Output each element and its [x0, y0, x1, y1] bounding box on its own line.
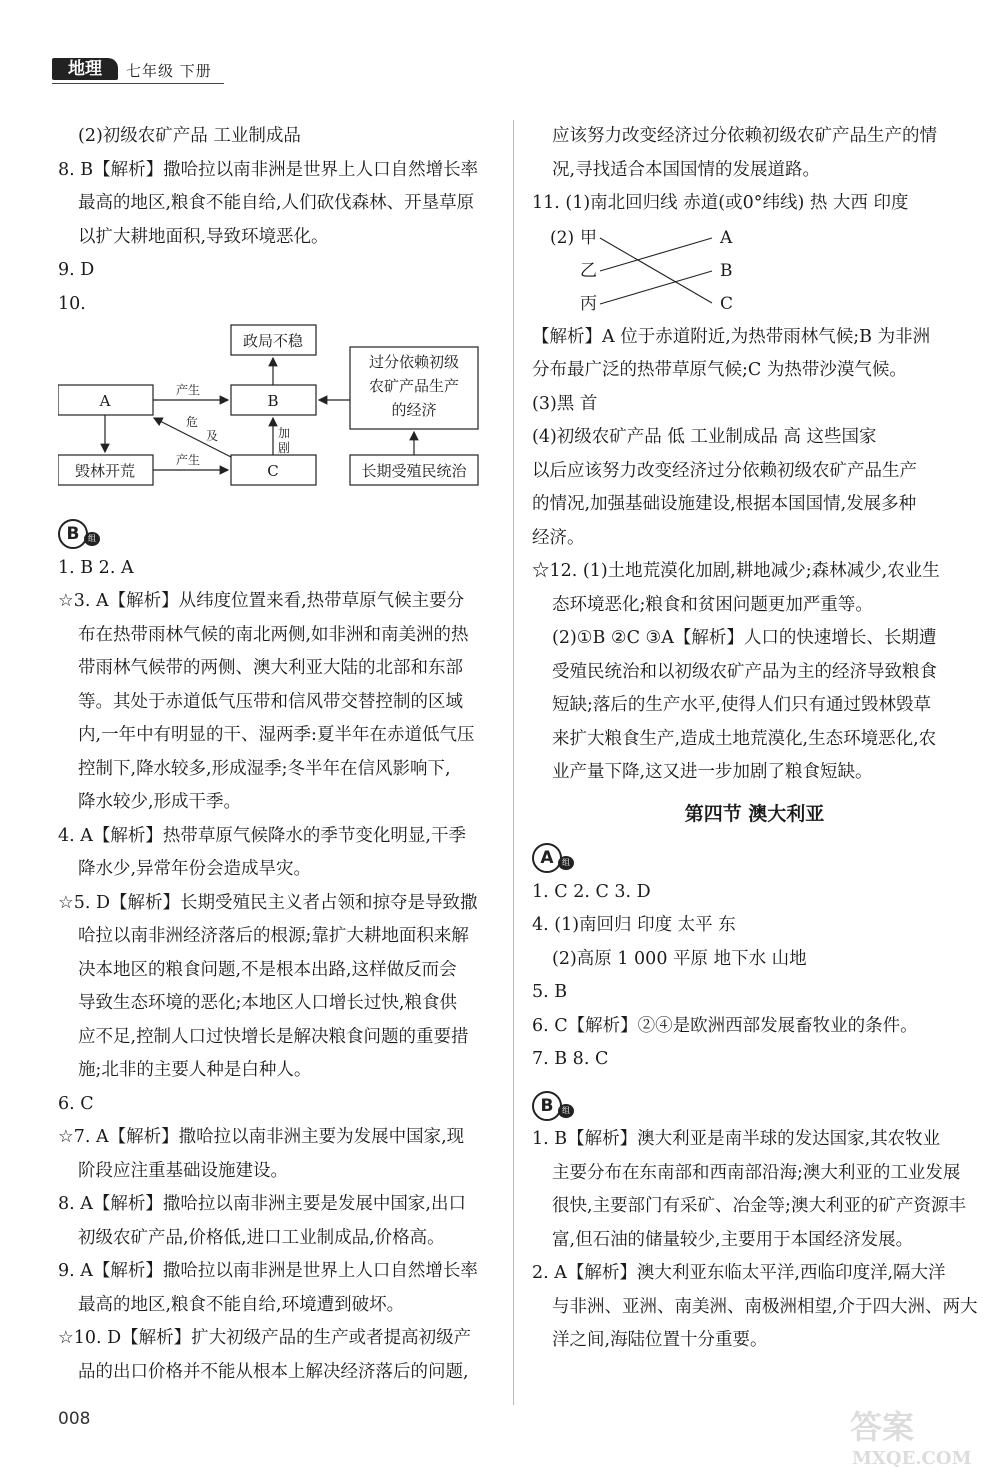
- match-prefix: (2): [550, 227, 575, 248]
- answer-line: (3)黑 首: [532, 393, 598, 414]
- match-line-jia-c: [600, 238, 712, 303]
- answer-line: 11. (1)南北回归线 赤道(或0°纬线) 热 大西 印度: [532, 193, 909, 213]
- match-right-1: A: [720, 227, 733, 248]
- answer-line: 决本地区的粮食问题,不是根本出路,这样做反而会: [78, 959, 457, 980]
- answer-line: 9. A【解析】撒哈拉以南非洲是世界上人口自然增长率: [58, 1261, 478, 1281]
- label-c: C: [267, 462, 279, 480]
- answer-line: (2)初级农矿产品 工业制成品: [78, 126, 301, 146]
- answer-line: 4. (1)南回归 印度 太平 东: [532, 915, 736, 935]
- label-deforestation: 毁林开荒: [74, 462, 136, 480]
- answer-line: 6. C【解析】②④是欧洲西部发展畜牧业的条件。: [532, 1015, 918, 1036]
- answer-line: ☆3. A【解析】从纬度位置来看,热带草原气候主要分: [58, 591, 465, 611]
- answer-line: 应不足,控制人口过快增长是解决粮食问题的重要措: [78, 1026, 469, 1047]
- arrow-label-produce-2: 产生: [175, 453, 201, 467]
- label-dependence-1: 过分依赖初级: [368, 353, 460, 371]
- answer-line: 短缺;落后的生产水平,使得人们只有通过毁林毁草: [552, 695, 931, 715]
- answer-line: 洋之间,海陆位置十分重要。: [552, 1330, 768, 1350]
- answer-line: 带雨林气候带的两侧、澳大利亚大陆的北部和东部: [78, 658, 463, 678]
- answer-line: 经济。: [532, 527, 585, 548]
- arrow-label-endanger-2: 及: [205, 429, 219, 443]
- watermark-logo: [840, 1400, 990, 1470]
- answer-line: 的情况,加强基础设施建设,根据本国国情,发展多种: [532, 494, 917, 514]
- arrow-label-produce-1: 产生: [175, 383, 201, 397]
- label-colonial-rule: 长期受殖民统治: [361, 462, 467, 480]
- answer-line: (2)①B ②C ③A【解析】人口的快速增长、长期遭: [552, 628, 937, 648]
- label-dependence-2: 农矿产品生产: [368, 377, 460, 395]
- answer-line: 1. B【解析】澳大利亚是南半球的发达国家,其农牧业: [532, 1129, 941, 1149]
- group-a-badge: A 组: [532, 843, 562, 873]
- answer-line: ☆12. (1)土地荒漠化加剧,耕地减少;森林减少,农业生: [532, 561, 940, 581]
- label-b: B: [267, 392, 279, 410]
- answer-line: 1. C 2. C 3. D: [532, 881, 651, 902]
- arrow-label-endanger-1: 危: [185, 415, 199, 429]
- match-line-yi-a: [600, 238, 712, 271]
- answer-line: (4)初级农矿产品 低 工业制成品 高 这些国家: [532, 427, 877, 447]
- answer-line: 分布最广泛的热带草原气候;C 为热带沙漠气候。: [532, 360, 907, 380]
- answer-line: 受殖民统治和以初级农矿产品为主的经济导致粮食: [552, 661, 937, 682]
- group-b-badge: B 组: [58, 519, 88, 549]
- label-a: A: [99, 392, 111, 410]
- page-number: 008: [58, 1409, 91, 1429]
- answer-line: ☆7. A【解析】撒哈拉以南非洲主要为发展中国家,现: [58, 1127, 465, 1147]
- answer-line: 品的出口价格并不能从根本上解决经济落后的问题,: [78, 1361, 469, 1382]
- answer-line: 9. D: [58, 260, 95, 280]
- answer-line: 来扩大粮食生产,造成土地荒漠化,生态环境恶化,农: [552, 728, 937, 749]
- answer-line: 最高的地区,粮食不能自给,环境遭到破坏。: [78, 1294, 405, 1315]
- answer-line: 阶段应注重基础设施建设。: [78, 1160, 288, 1181]
- answer-line: 态环境恶化;粮食和贫困问题更加严重等。: [552, 594, 873, 615]
- answer-line: 富,但石油的储量较少,主要用于本国经济发展。: [552, 1229, 914, 1250]
- answer-line: 控制下,降水较多,形成湿季;冬半年在信风影响下,: [78, 758, 451, 779]
- answer-line: 以后应该努力改变经济过分依赖初级农矿产品生产: [532, 460, 917, 481]
- match-left-2: 乙: [580, 260, 597, 281]
- answer-line: 应该努力改变经济过分依赖初级农矿产品生产的情: [552, 126, 937, 146]
- section-title: 第四节 澳大利亚: [684, 802, 825, 825]
- match-left-1: 甲: [580, 227, 597, 248]
- matching-diagram: [532, 221, 977, 321]
- group-b-badge: B 组: [532, 1091, 562, 1121]
- header-rule: [52, 83, 224, 84]
- answer-line: 2. A【解析】澳大利亚东临太平洋,西临印度洋,隔大洋: [532, 1263, 946, 1283]
- watermark-top: 答案: [850, 1408, 915, 1446]
- label-dependence-3: 的经济: [391, 401, 437, 419]
- subject-label: 地理: [52, 58, 118, 80]
- grade-label: 七年级 下册: [126, 62, 212, 80]
- answer-line: 降水较少,形成干季。: [78, 792, 242, 812]
- answer-line: 8. A【解析】撒哈拉以南非洲主要是发展中国家,出口: [58, 1194, 466, 1214]
- answer-line: 况,寻找适合本国国情的发展道路。: [552, 159, 821, 180]
- label-political-instability: 政局不稳: [242, 332, 304, 350]
- match-line-bing-b: [600, 271, 712, 304]
- watermark-bottom: MXQE.COM: [852, 1448, 972, 1469]
- answer-line: 哈拉以南非洲经济落后的根源;靠扩大耕地面积来解: [78, 926, 469, 946]
- answer-line: 主要分布在东南部和西南部沿海;澳大利亚的工业发展: [552, 1162, 961, 1183]
- answer-line: 最高的地区,粮食不能自给,人们砍伐森林、开垦草原: [78, 193, 475, 213]
- answer-line: 8. B【解析】撒哈拉以南非洲是世界上人口自然增长率: [58, 159, 479, 180]
- answer-line: (2)高原 1 000 平原 地下水 山地: [552, 948, 807, 969]
- answer-line: 7. B 8. C: [532, 1049, 609, 1069]
- answer-line: 施;北非的主要人种是白种人。: [78, 1060, 312, 1080]
- arrow-label-intensify-1: 加: [277, 426, 291, 440]
- answer-line: 以扩大耕地面积,导致环境恶化。: [78, 226, 329, 247]
- answer-line: 4. A【解析】热带草原气候降水的季节变化明显,干季: [58, 825, 466, 846]
- match-right-3: C: [720, 293, 734, 314]
- answer-line: 10.: [58, 293, 86, 314]
- answer-line: 布在热带雨林气候的南北两侧,如非洲和南美洲的热: [78, 624, 469, 645]
- answer-line: 【解析】A 位于赤道附近,为热带雨林气候;B 为非洲: [532, 326, 931, 347]
- cause-effect-diagram: [58, 317, 508, 507]
- answer-line: 降水少,异常年份会造成旱灾。: [78, 859, 312, 879]
- answer-line: 等。其处于赤道低气压带和信风带交替控制的区域: [78, 691, 463, 712]
- answer-line: 6. C: [58, 1093, 94, 1114]
- answer-line: 导致生态环境的恶化;本地区人口增长过快,粮食供: [78, 993, 457, 1013]
- answer-line: 很快,主要部门有采矿、冶金等;澳大利亚的矿产资源丰: [552, 1196, 966, 1216]
- right-column: [532, 120, 977, 1358]
- answer-line: 初级农矿产品,价格低,进口工业制成品,价格高。: [78, 1227, 445, 1248]
- match-left-3: 丙: [580, 293, 597, 314]
- left-column: [58, 120, 508, 1389]
- column-divider: [513, 120, 514, 1405]
- answer-line: 5. B: [532, 982, 568, 1002]
- answer-line: ☆5. D【解析】长期受殖民主义者占领和掠夺是导致撒: [58, 892, 478, 913]
- answer-line: 业产量下降,这又进一步加剧了粮食短缺。: [552, 762, 873, 782]
- running-header: [52, 58, 224, 82]
- answer-line: 1. B 2. A: [58, 557, 134, 578]
- match-right-2: B: [720, 260, 733, 281]
- answer-line: ☆10. D【解析】扩大初级产品的生产或者提高初级产: [58, 1328, 472, 1348]
- answer-line: 与非洲、亚洲、南美洲、南极洲相望,介于四大洲、两大: [552, 1296, 978, 1317]
- answer-line: 内,一年中有明显的干、湿两季:夏半年在赤道低气压: [78, 725, 475, 745]
- arrow-label-intensify-2: 剧: [277, 441, 291, 455]
